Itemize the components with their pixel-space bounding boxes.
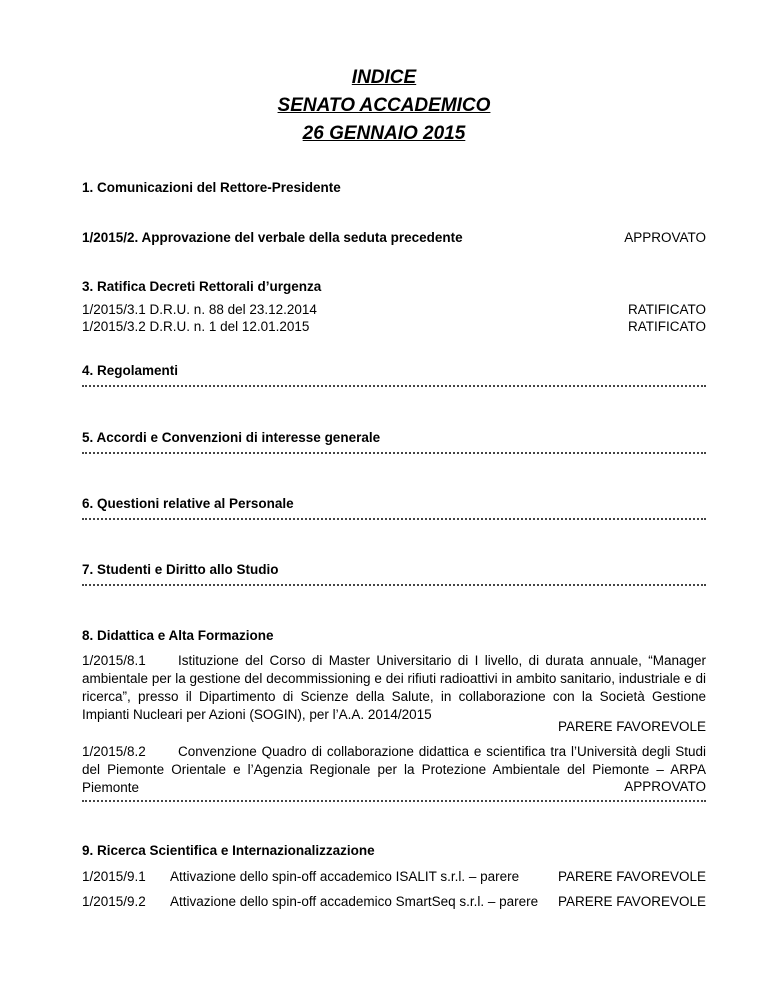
- section-2-title: 1/2015/2. Approvazione del verbale della seduta precedente: [82, 230, 463, 245]
- item-text: Attivazione dello spin-off accademico SmartSeq s.r.l. – parere: [170, 894, 539, 909]
- section-6-title: 6. Questioni relative al Personale: [82, 496, 294, 511]
- section-3-item-2: 1/2015/3.2 D.R.U. n. 1 del 12.01.2015: [82, 319, 310, 334]
- dotted-divider: [82, 518, 706, 520]
- item-number: 1/2015/8.2: [82, 744, 146, 759]
- item-text: Convenzione Quadro di collaborazione didattica e scientifica tra l’Università degli Studi del Piemonte Orientale e l’Agenzia Regionale per la Protezione Ambientale del Piemonte – ARPA Piemonte: [82, 744, 706, 795]
- doc-title-index: INDICE: [351, 67, 417, 88]
- section-9-title: 9. Ricerca Scientifica e Internazionalizzazione: [82, 843, 375, 858]
- dotted-divider: [82, 800, 706, 802]
- section-3-item-2-status: RATIFICATO: [627, 319, 706, 334]
- section-8-item-2-status: APPROVATO: [624, 779, 706, 794]
- doc-title-date: 26 GENNAIO 2015: [302, 123, 466, 144]
- section-3-title: 3. Ratifica Decreti Rettorali d’urgenza: [82, 279, 322, 294]
- dotted-divider: [82, 584, 706, 586]
- section-3-item-1: 1/2015/3.1 D.R.U. n. 88 del 23.12.2014: [82, 302, 317, 317]
- dotted-divider: [82, 385, 706, 387]
- item-number: 1/2015/8.1: [82, 653, 146, 668]
- section-3-item-1-status: RATIFICATO: [627, 302, 706, 317]
- item-number: 1/2015/9.1: [82, 869, 146, 884]
- item-text: Attivazione dello spin-off accademico ISALIT s.r.l. – parere: [170, 869, 520, 884]
- section-9-item-2: [82, 894, 538, 909]
- section-9-item-1-status: PARERE FAVOREVOLE: [557, 869, 706, 884]
- section-8-title: 8. Didattica e Alta Formazione: [82, 628, 274, 643]
- section-4-title: 4. Regolamenti: [82, 363, 179, 378]
- section-8-item-1-status: PARERE FAVOREVOLE: [557, 719, 706, 734]
- item-text: Istituzione del Corso di Master Universitario di I livello, di durata annuale, “Manager ambientale per la gestione del decommissioning e dei rifiuti radioattivi in ambito sanitario, industriale e di ricerca”, presso il Dipartimento di Scienze della Salute, in collaborazione con la Società Gestione Impianti Nucleari per Azioni (SOGIN), per l’A.A. 2014/2015: [82, 653, 706, 722]
- section-1-title: 1. Comunicazioni del Rettore-Presidente: [82, 180, 341, 195]
- doc-title-body: SENATO ACCADEMICO: [277, 95, 491, 116]
- dotted-divider: [82, 452, 706, 454]
- section-9-item-2-status: PARERE FAVOREVOLE: [557, 894, 706, 909]
- section-7-title: 7. Studenti e Diritto allo Studio: [82, 562, 279, 577]
- section-8-item-2: [82, 743, 706, 797]
- section-5-title: 5. Accordi e Convenzioni di interesse generale: [82, 430, 381, 445]
- item-number: 1/2015/9.2: [82, 894, 146, 909]
- section-2-status: APPROVATO: [624, 230, 706, 245]
- section-8-item-1: [82, 652, 706, 724]
- section-9-item-1: [82, 869, 519, 884]
